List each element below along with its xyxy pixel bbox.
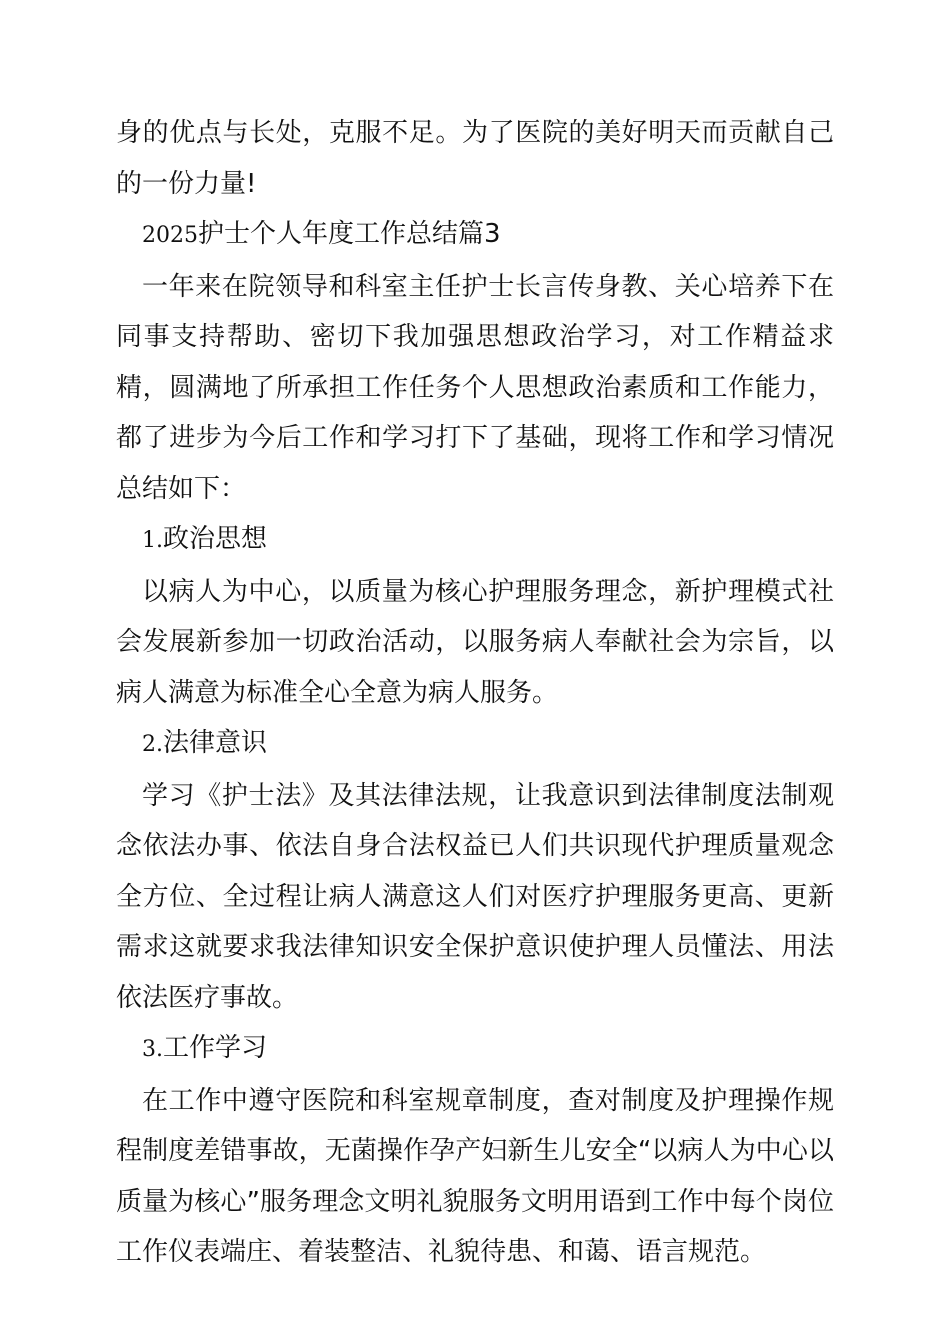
section-heading-1 [116, 514, 834, 567]
section-heading-2 [116, 718, 834, 771]
section-heading-number: 1. [142, 528, 163, 553]
section-heading-3 [116, 1023, 834, 1076]
section-heading-number: 2. [142, 732, 163, 757]
section-heading-text: 法律意识 [163, 728, 268, 758]
section-title [116, 209, 834, 262]
section-title-text: 护士个人年度工作总结篇3 [198, 219, 501, 249]
section-body-3: 在工作中遵守医院和科室规章制度，查对制度及护理操作规程制度差错事故，无菌操作孕产妇新生儿安全“以病人为中心以质量为核心”服务理念文明礼貌服务文明用语到工作中每个岗位工作仪表端庄、着装整洁、礼貌待患、和蔼、语言规范。 [116, 1085, 834, 1267]
section-heading-text: 工作学习 [163, 1033, 268, 1063]
section-heading-text: 政治思想 [163, 524, 268, 554]
section-title-number: 2025 [142, 223, 198, 248]
section-heading-number: 3. [142, 1037, 163, 1062]
opening-paragraph: 一年来在院领导和科室主任护士长言传身教、关心培养下在同事支持帮助、密切下我加强思想政治学习，对工作精益求精，圆满地了所承担工作任务个人思想政治素质和工作能力，都了进步为今后工作和学习打下了基础，现将工作和学习情况总结如下： [116, 271, 834, 504]
section-body-2: 学习《护士法》及其法律法规，让我意识到法律制度法制观念依法办事、依法自身合法权益已人们共识现代护理质量观念全方位、全过程让病人满意这人们对医疗护理服务更高、更新需求这就要求我法律知识安全保护意识使护理人员懂法、用法依法医疗事故。 [116, 780, 834, 1013]
document-body [116, 108, 834, 1278]
intro-paragraph: 身的优点与长处，克服不足。为了医院的美好明天而贡献自己的一份力量! [116, 118, 834, 199]
section-body-1: 以病人为中心，以质量为核心护理服务理念，新护理模式社会发展新参加一切政治活动，以服务病人奉献社会为宗旨，以病人满意为标准全心全意为病人服务。 [116, 576, 834, 708]
